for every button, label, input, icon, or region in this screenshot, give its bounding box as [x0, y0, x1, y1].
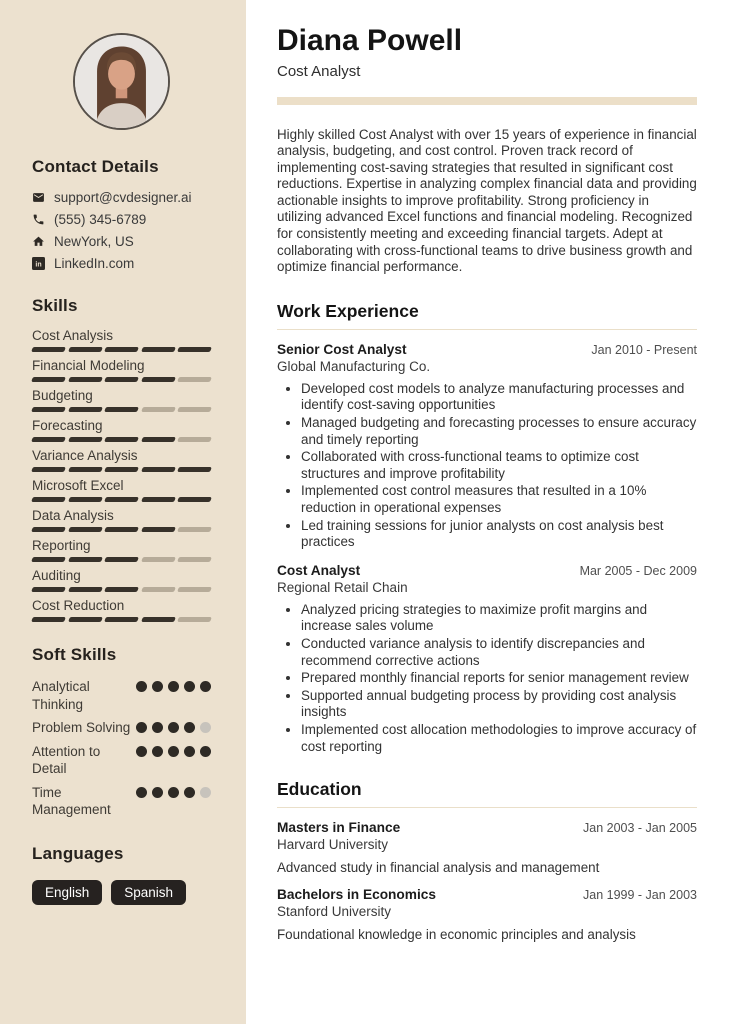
person-job-title: Cost Analyst	[277, 62, 361, 80]
soft-skills-list	[32, 678, 211, 819]
job-bullet: • Supported annual budgeting process by providing cost analysis insights	[301, 688, 697, 721]
soft-skill-item	[32, 678, 211, 713]
skill-bar-segment	[141, 467, 175, 472]
skill-bar-segment	[68, 497, 102, 502]
skill-level-bar	[32, 467, 211, 472]
skill-bar-segment	[68, 557, 102, 562]
skill-label: Cost Analysis	[32, 328, 114, 343]
job-company: Global Manufacturing Co.	[277, 358, 431, 374]
skill-bar-segment	[68, 377, 102, 382]
skill-level-bar	[32, 497, 211, 502]
skill-item	[32, 598, 211, 622]
skill-bar-segment	[104, 557, 138, 562]
phone-icon	[32, 213, 45, 226]
soft-skill-dot	[184, 787, 195, 798]
skill-level-bar	[32, 347, 211, 352]
skill-bar-segment	[177, 467, 211, 472]
skill-bar-segment	[177, 617, 211, 622]
profile-photo	[73, 33, 170, 130]
education-header	[277, 887, 697, 902]
skill-bar-segment	[31, 617, 65, 622]
education-dates: Jan 2003 - Jan 2005	[583, 821, 697, 836]
languages-list	[32, 880, 211, 906]
soft-skill-dot	[152, 681, 163, 692]
skill-bar-segment	[104, 407, 138, 412]
job-bullet: • Conducted variance analysis to identify discrepancies and recommend corrective actions	[301, 636, 697, 669]
skill-level-bar	[32, 377, 211, 382]
education-dates: Jan 1999 - Jan 2003	[583, 888, 697, 903]
contact-item	[32, 234, 211, 249]
soft-skill-label: Attention to Detail	[32, 743, 101, 777]
contact-list	[32, 190, 211, 271]
job-bullet: • Managed budgeting and forecasting processes to ensure accuracy and timely reporting	[301, 415, 697, 448]
soft-skill-dot	[152, 787, 163, 798]
skill-bar-segment	[31, 467, 65, 472]
skills-list	[32, 328, 211, 622]
skill-bar-segment	[31, 587, 65, 592]
main-column	[246, 0, 730, 1024]
person-name: Diana Powell	[277, 24, 463, 57]
skill-bar-segment	[104, 437, 138, 442]
profile-photo-illustration	[75, 35, 168, 128]
soft-skill-item	[32, 719, 211, 737]
skill-bar-segment	[104, 497, 138, 502]
soft-skill-dot	[136, 746, 147, 757]
skill-label: Budgeting	[32, 388, 93, 403]
skill-level-bar	[32, 587, 211, 592]
sidebar	[0, 0, 246, 1024]
skill-item	[32, 508, 211, 532]
soft-skill-dot	[152, 746, 163, 757]
skill-bar-segment	[141, 347, 175, 352]
soft-skill-item	[32, 784, 211, 819]
soft-skill-dot	[200, 681, 211, 692]
skill-bar-segment	[104, 617, 138, 622]
skill-label: Auditing	[32, 568, 81, 583]
skill-level-bar	[32, 557, 211, 562]
soft-skill-dot	[200, 746, 211, 757]
profile-summary: Highly skilled Cost Analyst with over 15 years of experience in financial analysis, budgeting, and cost control. Proven track record of implementing cost-saving strategies that resulted in significant cost reductions. Expertise in analyzing complex financial data and providing actionable insights to improve profitability. Strong proficiency in utilizing advanced Excel functions and financial modeling. Recognized for consistently meeting and exceeding financial targets. Adept at collaborating with cross-functional teams to drive business growth and optimize financial performance.	[277, 126, 697, 275]
skill-bar-segment	[141, 377, 175, 382]
job-company: Regional Retail Chain	[277, 579, 408, 595]
skill-bar-segment	[141, 587, 175, 592]
job-role: Cost Analyst	[277, 562, 361, 578]
skill-bar-segment	[104, 527, 138, 532]
skill-bar-segment	[141, 617, 175, 622]
skill-bar-segment	[68, 347, 102, 352]
job-header	[277, 563, 697, 578]
soft-skill-dots	[136, 678, 211, 692]
job-bullet: • Developed cost models to analyze manufacturing processes and identify cost-saving opportunities	[301, 381, 697, 414]
education-degree: Bachelors in Economics	[277, 887, 436, 903]
skill-bar-segment	[177, 347, 211, 352]
soft-skill-dots	[136, 719, 211, 733]
skill-label: Cost Reduction	[32, 598, 125, 613]
contact-item[interactable]	[32, 256, 211, 271]
skill-label: Microsoft Excel	[32, 478, 124, 493]
soft-skill-dot	[168, 722, 179, 733]
soft-skill-dot	[168, 681, 179, 692]
skill-bar-segment	[141, 557, 175, 562]
skill-bar-segment	[104, 377, 138, 382]
job-bullet-list	[277, 602, 697, 755]
soft-skill-dot	[184, 746, 195, 757]
skill-item	[32, 358, 211, 382]
skill-bar-segment	[68, 407, 102, 412]
job-bullet: • Implemented cost control measures that resulted in a 10% reduction in operational expenses	[301, 483, 697, 516]
soft-skill-dot	[168, 787, 179, 798]
contact-text: NewYork, US	[54, 234, 134, 249]
soft-skill-dot	[168, 746, 179, 757]
language-pill: English	[32, 880, 102, 906]
soft-skill-dot	[200, 787, 211, 798]
skill-bar-segment	[177, 497, 211, 502]
soft-skill-dot	[152, 722, 163, 733]
skill-bar-segment	[141, 407, 175, 412]
soft-skill-dot	[136, 722, 147, 733]
skill-bar-segment	[104, 347, 138, 352]
skill-bar-segment	[31, 437, 65, 442]
skill-bar-segment	[31, 527, 65, 532]
contact-item	[32, 212, 211, 227]
skill-level-bar	[32, 407, 211, 412]
languages-heading: Languages	[32, 843, 124, 863]
accent-divider	[277, 97, 697, 105]
skill-bar-segment	[31, 347, 65, 352]
skill-bar-segment	[68, 587, 102, 592]
soft-skill-dot	[200, 722, 211, 733]
work-entries	[277, 342, 697, 755]
skill-bar-segment	[31, 377, 65, 382]
skill-label: Reporting	[32, 538, 91, 553]
soft-skill-dots	[136, 784, 211, 798]
language-pill: Spanish	[111, 880, 186, 906]
job-bullet: • Collaborated with cross-functional teams to optimize cost structures and improve profitability	[301, 449, 697, 482]
job-entry	[277, 342, 697, 551]
skill-item	[32, 448, 211, 472]
soft-skill-dot	[136, 787, 147, 798]
skill-level-bar	[32, 437, 211, 442]
job-entry	[277, 563, 697, 755]
skill-item	[32, 418, 211, 442]
home-icon	[32, 235, 45, 248]
skill-bar-segment	[31, 407, 65, 412]
soft-skill-label: Time Management	[32, 784, 111, 818]
skill-bar-segment	[68, 467, 102, 472]
skill-bar-segment	[141, 497, 175, 502]
svg-text:in: in	[35, 261, 42, 269]
skill-bar-segment	[104, 467, 138, 472]
job-bullet: • Led training sessions for junior analysts on cost analysis best practices	[301, 518, 697, 551]
skill-bar-segment	[141, 527, 175, 532]
skill-label: Data Analysis	[32, 508, 114, 523]
skill-level-bar	[32, 527, 211, 532]
job-dates: Jan 2010 - Present	[591, 342, 697, 357]
soft-skill-label: Analytical Thinking	[32, 679, 90, 712]
soft-skill-dot	[136, 681, 147, 692]
skill-bar-segment	[177, 407, 211, 412]
skill-bar-segment	[177, 527, 211, 532]
soft-skill-dot	[184, 681, 195, 692]
linkedin-icon	[32, 257, 45, 270]
job-dates: Mar 2005 - Dec 2009	[579, 563, 697, 578]
soft-skills-heading: Soft Skills	[32, 645, 117, 664]
contact-text: support@cvdesigner.ai	[54, 190, 192, 205]
skill-bar-segment	[68, 617, 102, 622]
education-description: Advanced study in financial analysis and management	[277, 860, 600, 876]
education-heading: Education	[277, 779, 697, 808]
skills-heading: Skills	[32, 296, 78, 315]
contact-text: (555) 345-6789	[54, 212, 147, 227]
skill-level-bar	[32, 617, 211, 622]
skill-item	[32, 478, 211, 502]
soft-skill-dots	[136, 743, 211, 757]
education-description: Foundational knowledge in economic principles and analysis	[277, 927, 636, 943]
job-role: Senior Cost Analyst	[277, 341, 407, 357]
skill-bar-segment	[177, 377, 211, 382]
contact-details-heading: Contact Details	[32, 157, 159, 176]
education-school: Harvard University	[277, 837, 389, 853]
job-header	[277, 342, 697, 357]
skill-bar-segment	[141, 437, 175, 442]
skill-item	[32, 538, 211, 562]
soft-skill-dot	[184, 722, 195, 733]
education-entries	[277, 820, 697, 942]
skill-label: Variance Analysis	[32, 448, 138, 463]
education-entry	[277, 887, 697, 942]
skill-bar-segment	[104, 587, 138, 592]
skill-label: Financial Modeling	[32, 358, 145, 373]
skill-bar-segment	[68, 437, 102, 442]
education-header	[277, 820, 697, 835]
envelope-icon	[32, 191, 45, 204]
job-bullet: • Prepared monthly financial reports for senior management review	[301, 670, 697, 687]
skill-bar-segment	[177, 587, 211, 592]
education-school: Stanford University	[277, 904, 392, 920]
skill-bar-segment	[68, 527, 102, 532]
work-experience-heading: Work Experience	[277, 301, 697, 330]
job-bullet: • Implemented cost allocation methodologies to improve accuracy of cost reporting	[301, 722, 697, 755]
skill-label: Forecasting	[32, 418, 103, 433]
skill-item	[32, 568, 211, 592]
education-entry	[277, 820, 697, 875]
skill-item	[32, 388, 211, 412]
skill-bar-segment	[177, 557, 211, 562]
contact-item[interactable]	[32, 190, 211, 205]
skill-bar-segment	[31, 497, 65, 502]
contact-text: LinkedIn.com	[54, 256, 135, 271]
soft-skill-label: Problem Solving	[32, 720, 131, 736]
skill-bar-segment	[177, 437, 211, 442]
soft-skill-item	[32, 743, 211, 778]
education-degree: Masters in Finance	[277, 820, 401, 836]
skill-bar-segment	[31, 557, 65, 562]
job-bullet: • Analyzed pricing strategies to maximize profit margins and increase sales volume	[301, 602, 697, 635]
skill-item	[32, 328, 211, 352]
job-bullet-list	[277, 381, 697, 551]
